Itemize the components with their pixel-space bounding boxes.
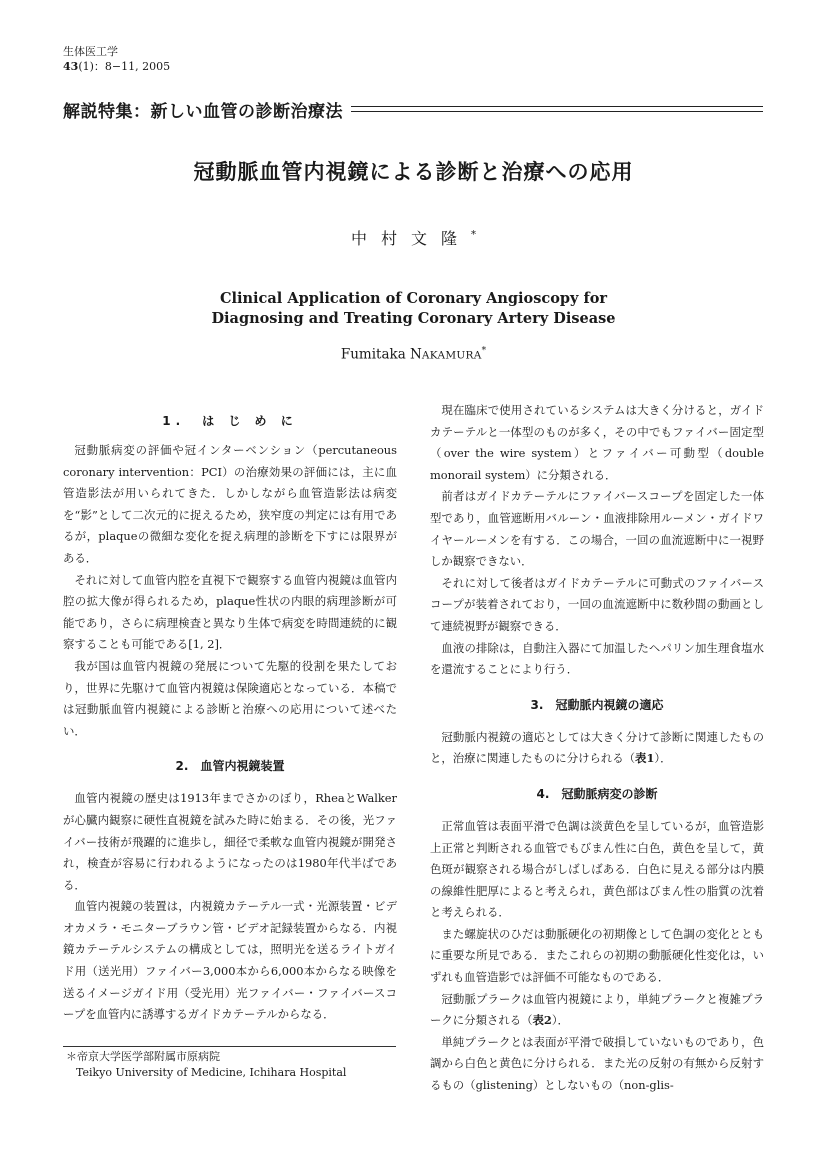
author-jp: 中村文隆	[350, 229, 471, 248]
paragraph: それに対して血管内腔を直視下で観察する血管内視鏡は血管内腔の拡大像が得られるため，plaque性状の内眼的病理診断が可能であり，さらに病理検査と異なり生体で病変を時間連続的に観察することも可能である[1, 2]．	[63, 572, 397, 652]
paragraph: 冠動脈病変の評価や冠インターベンション（percutaneous coronary intervention：PCI）の治療効果の評価には，主に血管造影法が用いられてきた．しかしながら血管造影法は病変を“影”として二次元的に捉えるため，狭窄度の判定には有用であるが，plaqueの微細な変化を捉え病理的診断を下すには限界がある．	[63, 443, 397, 565]
paragraph: 現在臨床で使用されているシステムは大きく分けると，ガイドカテーテルと一体型のものが多く，その中でもファイバー固定型（over the wire system）とファイバー可動型（double monorail system）に分類される．	[430, 403, 764, 482]
footnote-affiliation-jp: ＊帝京大学医学部附属市原病院	[66, 1050, 220, 1063]
paragraph: 血管内視鏡の装置は，内視鏡カテーテル一式・光源装置・ビデオカメラ・モニターブラウン管・ビデオ記録装置からなる．内視鏡カテーテルシステムの構成としては，照明光を送るライトガイド用（送光用）ファイバー3,000本から6,000本からなる映像を送るイメージガイド用（受光用）光ファイバー・ファイバースコープを血管内に誘導するガイドカテーテルからなる．	[63, 899, 397, 1022]
author-en-given: Fumitaka	[340, 346, 406, 363]
right-column	[430, 400, 764, 1097]
journal-volume: 43	[63, 60, 79, 73]
footnote-affiliation-en: Teikyo University of Medicine, Ichihara Hospital	[76, 1066, 347, 1079]
journal-header	[63, 44, 170, 74]
left-column	[63, 402, 397, 1026]
paragraph: 我が国は血管内視鏡の発展について先駆的役割を果たしており，世界に先駆けて血管内視鏡は保険適応となっている．本稿では冠動脈血管内視鏡による診断と治療への応用について述べたい．	[63, 658, 397, 738]
text-run: 冠動脈プラークは血管内視鏡により，単純プラークと複雑プラークに分類される（	[430, 991, 764, 1028]
paragraph	[430, 727, 764, 770]
paragraph: 前者はガイドカテーテルにファイバースコープを固定した一体型であり，血管遮断用バルーン・血液排除用ルーメン・ガイドワイヤールーメンを有する．この場合，一回の血流遮断中に一視野しか観察できない．	[430, 489, 764, 569]
table-reference[interactable]: 表1	[635, 751, 655, 766]
title-en-line1: Clinical Application of Coronary Angioscopy for	[219, 290, 608, 307]
table-reference[interactable]: 表2	[532, 1013, 552, 1028]
paragraph: 単純プラークとは表面が平滑で破損していないものであり，色調から白色と黄色に分けられる．また光の反射の有無から反射するもの（glistening）としないもの（non-glis-	[430, 1034, 764, 1093]
title-en-line2: Diagnosing and Treating Coronary Artery Disease	[211, 310, 616, 327]
article-title-en	[0, 289, 827, 329]
author-en-family-initial: N	[410, 346, 422, 363]
author-jp-mark: *	[471, 229, 476, 241]
double-rule	[351, 106, 763, 112]
paragraph: 血液の排除は，自動注入器にて加温したヘパリン加生理食塩水を還流することにより行う．	[430, 640, 764, 677]
journal-volume-line	[63, 59, 170, 74]
section-heading-introduction: 1. は じ め に	[162, 414, 298, 428]
footnote-divider	[63, 1046, 396, 1047]
text-run: ）．	[654, 751, 672, 766]
journal-name: 生体医工学	[63, 45, 118, 58]
author-en-mark: *	[481, 346, 487, 356]
text-run: 冠動脈内視鏡の適応としては大きく分けて診断に関連したものと，治療に関連したものに分けられる（	[430, 729, 764, 766]
paragraph: 血管内視鏡の歴史は1913年までさかのぼり，RheaとWalkerが心臓内観察に硬性直視鏡を試みた時に始まる．その後，光ファイバー技術が飛躍的に進歩し，細径で柔軟な血管内視鏡が開発され，検査が容易に行われるようになったのは1980年代半ばである．	[63, 791, 397, 892]
paragraph: 正常血管は表面平滑で色調は淡黄色を呈しているが，血管造影上正常と判断される血管でもびまん性に白色，黄色を呈して，黄色斑が観察される場合がしばしばある．白色に見える部分は内膜の線維性肥厚によると考えられ，黄色部はびまん性の脂質の沈着と考えられる．	[430, 818, 764, 920]
special-feature-title: 解説特集：新しい血管の診断治療法	[63, 101, 343, 122]
section-heading-diagnosis: 4. 冠動脈病変の診断	[536, 786, 658, 801]
author-jp-line	[0, 226, 827, 249]
text-run: ）．	[551, 1013, 569, 1028]
special-feature-banner	[63, 96, 763, 122]
journal-issue-pages: (1)：8−11, 2005	[78, 60, 171, 73]
footnote	[66, 1049, 346, 1081]
section-heading-indications: 3. 冠動脈内視鏡の適応	[530, 697, 664, 712]
article-title-jp: 冠動脈血管内視鏡による診断と治療への応用	[193, 160, 634, 184]
paragraph: また螺旋状のひだは動脈硬化の初期像として色調の変化とともに重要な所見である．またこれらの初期の動脈硬化性変化は，いずれも血管造影では評価不可能なものである．	[430, 926, 764, 985]
paragraph: それに対して後者はガイドカテーテルに可動式のファイバースコープが装着されており，一回の血流遮断中に数秒間の動画として連続視野が観察できる．	[430, 575, 764, 633]
author-en-family-rest: AKAMURA	[421, 349, 482, 362]
author-en-line	[0, 346, 827, 363]
section-heading-device: 2. 血管内視鏡装置	[175, 759, 285, 774]
paragraph	[430, 989, 764, 1032]
